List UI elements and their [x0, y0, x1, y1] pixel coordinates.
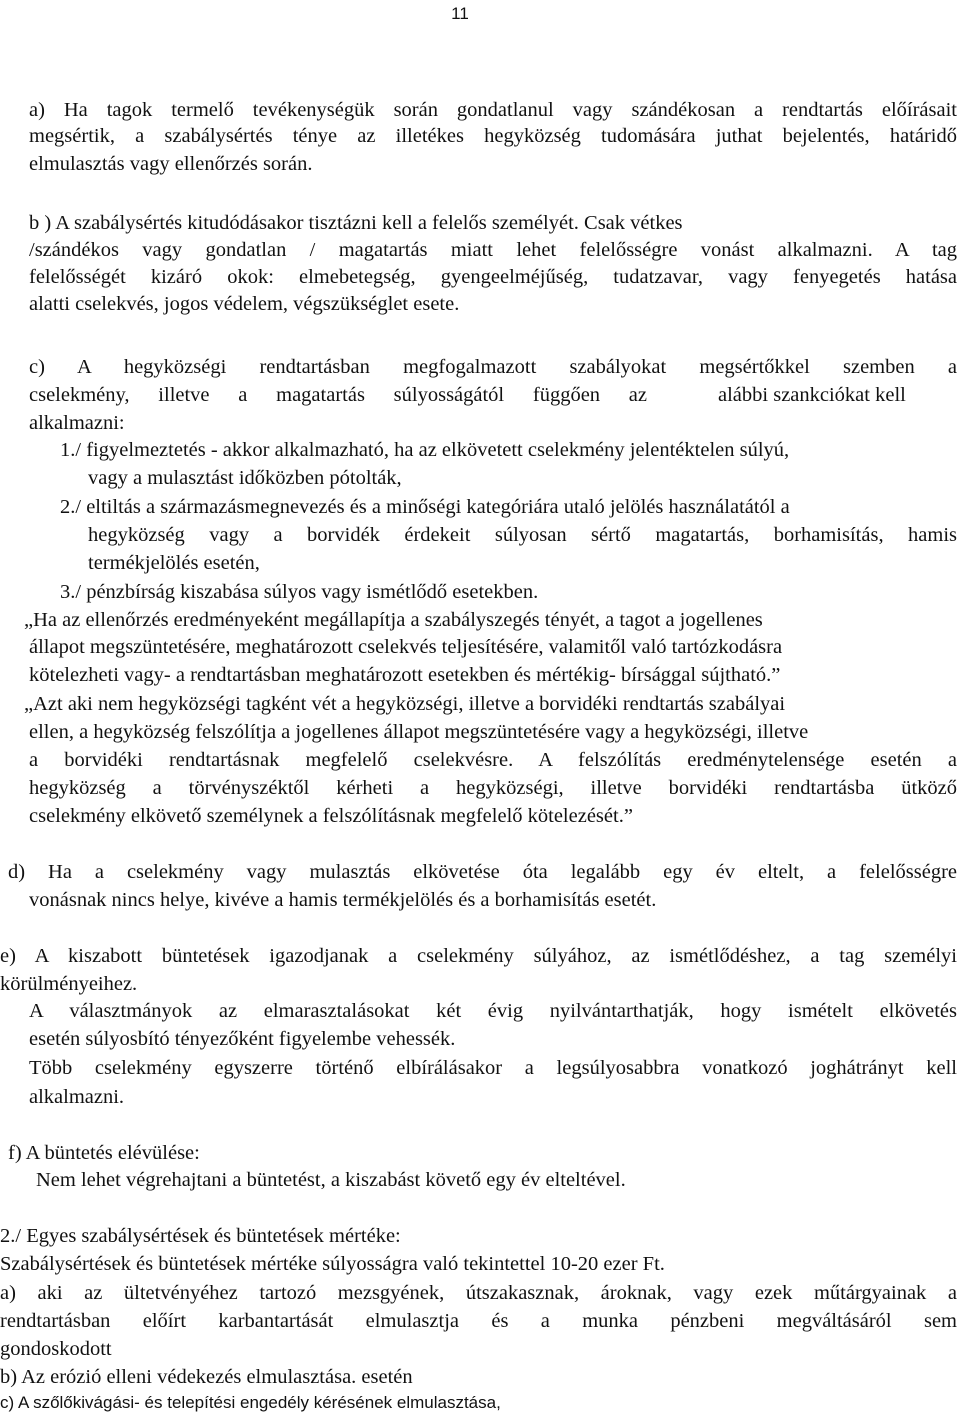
paragraph-c-line-1: c) A hegyközségi rendtartásban megfogalmazott szabályokat megsértőkkel szemben a	[29, 356, 957, 378]
section-2-item-b: b) Az erózió elleni védekezés elmulasztása. esetén	[0, 1366, 413, 1388]
section-2-item-c: c) A szőlőkivágási- és telepítési engedély kérésének elmulasztása,	[0, 1393, 501, 1412]
paragraph-c-line-2b: alábbi szankciókat kell	[718, 384, 906, 406]
sanction-2-line-1: 2./ eltiltás a származásmegnevezés és a minőségi kategóriára utaló jelölés használatától a	[60, 496, 790, 518]
quote-2-line-2: ellen, a hegyközség felszólítja a jogellenes állapot megszüntetésére vagy a hegyközségi, illetve	[29, 721, 809, 743]
paragraph-e-line-5: Több cselekmény egyszerre történő elbírálásakor a legsúlyosabbra vonatkozó joghátrányt kell	[29, 1057, 957, 1079]
quote-2-line-1: „Azt aki nem hegyközségi tagként vét a hegyközségi, illetve a borvidéki rendtartás szabályai	[24, 693, 786, 715]
paragraph-e-line-4: esetén súlyosbító tényezőként figyelembe vehessék.	[29, 1028, 456, 1050]
paragraph-e-line-1: e) A kiszabott büntetések igazodjanak a cselekmény súlyához, az ismétlődéshez, a tag személyi	[0, 945, 957, 967]
paragraph-d-line-2: vonásnak nincs helye, kivéve a hamis termékjelölés és a borhamisítás esetét.	[29, 889, 657, 911]
paragraph-c-line-2a: cselekmény, illetve a magatartás súlyosságától függően az	[29, 384, 647, 406]
section-2-item-a-line-2: rendtartásban előírt karbantartását elmulasztja és a munka pénzbeni megváltásáról sem	[0, 1310, 957, 1332]
paragraph-a-line-2: megsértik, a szabálysértés ténye az illetékes hegyközség tudomására juthat bejelentés, határidő	[29, 125, 957, 147]
sanction-1-line-2: vagy a mulasztást időközben pótolták,	[88, 467, 402, 489]
paragraph-b-line-1: b ) A szabálysértés kitudódásakor tisztázni kell a felelős személyét. Csak vétkes	[29, 212, 683, 234]
paragraph-b-line-4: alatti cselekvés, jogos védelem, végszükséglet esete.	[29, 293, 460, 315]
section-2-intro: Szabálysértések és büntetések mértéke súlyosságra való tekintettel 10-20 ezer Ft.	[0, 1253, 665, 1275]
paragraph-a-line-3: elmulasztás vagy ellenőrzés során.	[29, 153, 313, 175]
section-2-item-a-line-1: a) aki az ültetvényéhez tartozó mezsgyének, útszakasznak, ároknak, vagy ezek műtárgyainak a	[0, 1282, 957, 1304]
paragraph-d-line-1: d) Ha a cselekmény vagy mulasztás elkövetése óta legalább egy év eltelt, a felelősségre	[8, 861, 957, 883]
quote-1-line-3: kötelezheti vagy- a rendtartásban meghatározott esetekben és mértékig- bírsággal sújtható.”	[29, 664, 781, 686]
paragraph-c-line-3: alkalmazni:	[29, 412, 125, 434]
section-2-heading: 2./ Egyes szabálysértések és büntetések mértéke:	[0, 1225, 401, 1247]
paragraph-a-line-1: a) Ha tagok termelő tevékenységük során gondatlanul vagy szándékosan a rendtartás előírásait	[29, 99, 957, 121]
quote-1-line-1: „Ha az ellenőrzés eredményeként megállapítja a szabályszegés tényét, a tagot a jogellenes	[24, 609, 763, 631]
quote-2-line-4: hegyközség a törvényszéktől kérheti a hegyközségi, illetve borvidéki rendtartásba ütköző	[29, 777, 957, 799]
paragraph-e-line-3: A választmányok az elmarasztalásokat két évig nyilvántarthatják, hogy ismételt elkövetés	[29, 1000, 957, 1022]
paragraph-e-line-6: alkalmazni.	[29, 1086, 125, 1108]
paragraph-e-line-2: körülményeihez.	[0, 973, 138, 995]
paragraph-b-line-2: /szándékos vagy gondatlan / magatartás miatt lehet felelősségre vonást alkalmazni. A tag	[29, 239, 957, 261]
quote-2-line-5: cselekmény elkövető személynek a felszólításnak megfelelő kötelezését.”	[29, 805, 633, 827]
section-2-item-a-line-3: gondoskodott	[0, 1338, 112, 1360]
sanction-3-line-1: 3./ pénzbírság kiszabása súlyos vagy ismétlődő esetekben.	[60, 581, 539, 603]
paragraph-f-line-1: Nem lehet végrehajtani a büntetést, a kiszabást követő egy év elteltével.	[36, 1169, 626, 1191]
quote-1-line-2: állapot megszüntetésére, meghatározott cselekvés teljesítésére, valamitől való tartózkodásra	[29, 636, 783, 658]
paragraph-f-heading: f) A büntetés elévülése:	[8, 1142, 200, 1164]
sanction-1-line-1: 1./ figyelmeztetés - akkor alkalmazható, ha az elkövetett cselekmény jelentéktelen súlyú,	[60, 439, 790, 461]
page-number: 11	[451, 4, 469, 23]
sanction-2-line-2: hegyközség vagy a borvidék érdekeit súlyosan sértő magatartás, borhamisítás, hamis	[88, 524, 957, 546]
paragraph-b-line-3: felelősségét kizáró okok: elmebetegség, gyengeelméjűség, tudatzavar, vagy fenyegetés hatása	[29, 266, 957, 288]
quote-2-line-3: a borvidéki rendtartásnak megfelelő cselekvésre. A felszólítás eredménytelensége esetén a	[29, 749, 957, 771]
sanction-2-line-3: termékjelölés esetén,	[88, 552, 260, 574]
